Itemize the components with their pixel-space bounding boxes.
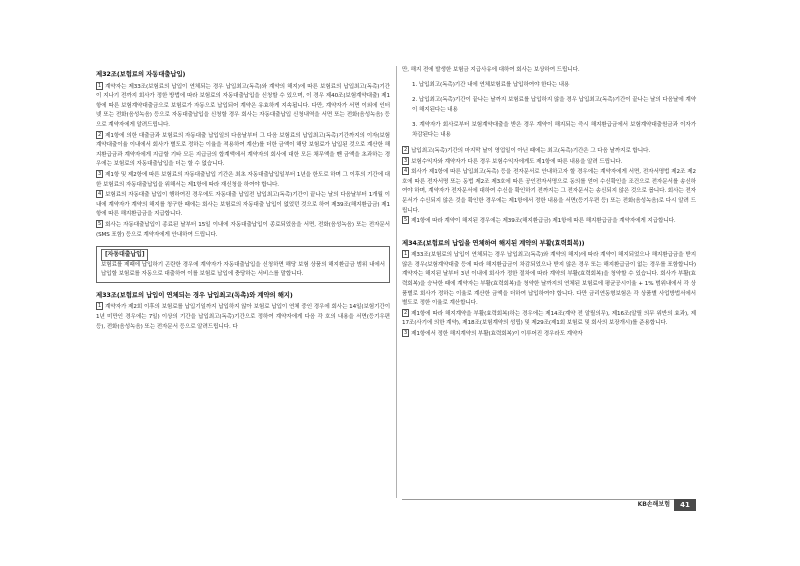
clause-text: 보험수익자와 계약자가 다른 경우 보험수익자에게도 제1항에 따른 내용을 알려 드립니다. bbox=[411, 158, 623, 165]
clause-text: 보험료의 자동대출 납입이 행하여진 경우에도 자동대출 납입전 납입최고(독촉)기간이 끝나는 날의 다음날부터 1개월 이내에 계약자가 계약의 해지를 청구한 때에는 회사는 보험료의 자동대출 납입이 없었던 것으로 하여 제39조(해지환급금) 제1항에 따른 해지환급금을 지급합니다. bbox=[96, 192, 390, 218]
clause-text: 제1항에서 정한 해지계약의 부활(효력회복)이 이루어진 경우라도 계약자 bbox=[411, 331, 583, 338]
article-32-clause-3 bbox=[96, 170, 390, 190]
clause-number-1: 1 bbox=[98, 303, 102, 310]
article-32-clause-2 bbox=[96, 131, 390, 170]
article-33-heading: 제33조(보험료의 납입이 연체되는 경우 납입최고(독촉)와 계약의 해지) bbox=[96, 290, 293, 299]
list-item-1: 1. 납입최고(독촉)기간 내에 연체보험료를 납입하여야 한다는 내용 bbox=[412, 82, 570, 89]
clause-text: 계약자는 제33조(보험료의 납입이 연체되는 경우 납입최고(독촉)와 계약의 해지)에 따른 보험료의 납입최고(독촉)기간이 지나기 전까지 회사가 정한 방법에 따라 보험료의 자동대출납입을 신청할 수 있으며, 이 경우 제40조(보험계약대출) 제1항에 따른 보험계약대출금으로 보험료가 자동으로 납입되어 계약은 유효하게 지속됩니다. 다만, 계약자가 서면 이외에 인터넷 또는 전화(음성녹음) 등으로 자동대출납입을 신청할 경우 회사는 자동대출납입 신청내역을 서면 또는 전화(음성녹음) 등으로 계약자에게 알려드립니다. bbox=[96, 83, 390, 128]
clause-text: 제1항 및 제2항에 따른 보험료의 자동대출납입 기간은 최초 자동대출납입일부터 1년을 한도로 하며 그 이후의 기간에 대한 보험료의 자동대출납입을 위해서는 제1항에 따라 재신청을 하여야 합니다. bbox=[96, 171, 390, 188]
clause-number-2: 2 bbox=[98, 131, 102, 138]
clause-text: 납입최고(독촉)기간의 마지막 날이 영업일이 아닌 때에는 최고(독촉)기간은 그 다음 날까지로 합니다. bbox=[411, 147, 651, 154]
clause-number-3: 3 bbox=[404, 330, 408, 337]
brand-label: KB손해보험 bbox=[637, 501, 670, 508]
definition-box-text: 보험료를 제때에 납입하기 곤란한 경우에 계약자가 자동대출납입을 신청하면 해당 보험 상품의 해지환급금 범위 내에서 납입할 보험료를 자동으로 대출하여 이를 보험료 납입에 충당하는 서비스를 말합니다. bbox=[101, 261, 385, 278]
article-33-clause-5 bbox=[402, 216, 696, 227]
clause-number-2: 2 bbox=[404, 309, 408, 316]
clause-text: 제33조(보험료의 납입이 연체되는 경우 납입최고(독촉)와 계약의 해지)에 따라 계약이 해지되었으나 해지환급금을 받지 않은 경우(보험계약대출 등에 따라 해지환급금이 차감되었으나 받지 않은 경우 또는 해지환급금이 없는 경우를 포함합니다) 계약자는 해지된 날부터 3년 이내에 회사가 정한 절차에 따라 계약의 부활(효력회복)을 청약할 수 있습니다. 회사가 부활(효력회복)을 승낙한 때에 계약자는 부활(효력회복)을 청약한 날까지의 연체된 보험료에 평균공시이율 + 1% 범위내에서 각 상품별로 회사가 정하는 이율로 계산한 금액을 더하여 납입하여야 합니다. 다만 금리연동형보험은 각 상품별 사업방법서에서 별도로 정한 이율로 계산합니다. bbox=[402, 252, 696, 307]
column-divider bbox=[396, 66, 397, 498]
clause-text: 회사가 제1항에 따른 납입최고(독촉) 등을 전자문서로 안내하고자 할 경우에는 계약자에게 서면, 전자서명법 제2조 제2호에 따른 전자서명 또는 동법 제2조 제3호에 따른 공인전자서명으로 동의를 얻어 수신확인을 조건으로 전자문서를 송신하여야 하며, 계약자가 전자문서에 대하여 수신을 확인하기 전까지는 그 전자문서는 송신되지 않은 것으로 봅니다. 회사는 전자문서가 수신되지 않은 것을 확인한 경우에는 제1항에서 정한 내용을 서면(등기우편 등) 또는 전화(음성녹음)로 다시 알려 드립니다. bbox=[402, 169, 696, 214]
section-spacer bbox=[402, 227, 696, 235]
article-34-clause-2 bbox=[402, 309, 696, 329]
article-34-heading: 제34조(보험료의 납입을 연체하여 해지된 계약의 부활(효력회복)) bbox=[402, 238, 585, 247]
clause-number-5: 5 bbox=[404, 217, 408, 224]
clause-number-1: 1 bbox=[98, 82, 102, 89]
clause-number-2: 2 bbox=[404, 146, 408, 153]
clause-text: 회사는 자동대출납입이 종료된 날부터 15일 이내에 자동대출납입이 종료되었음을 서면, 전화(음성녹음) 또는 전자문서(SMS 포함) 등으로 계약자에게 안내하여 드립니다. bbox=[96, 221, 390, 238]
clause-number-4: 4 bbox=[98, 191, 102, 198]
document-page bbox=[96, 66, 696, 500]
left-column bbox=[96, 66, 390, 332]
clause-number-3: 3 bbox=[404, 157, 408, 164]
clause-text: 제1항에 의한 대출금과 보험료의 자동대출 납입일의 다음날부터 그 다음 보험료의 납입최고(독촉)기간까지의 이자(보험계약대출이율 이내에서 회사가 별도로 정하는 이율을 적용하여 계산)를 더한 금액이 해당 보험료가 납입된 것으로 계산한 해지환급금과 계약자에게 지급할 기타 모든 지급금의 합계액에서 계약자의 회사에 대한 모든 채무액을 뺀 금액을 초과하는 경우에는 보험료의 자동대출납입을 더는 할 수 없습니다. bbox=[96, 132, 390, 168]
article-34-clause-3 bbox=[402, 329, 696, 340]
article-33-clause-4 bbox=[402, 167, 696, 216]
clause-text: 제1항에 따라 계약이 해지된 경우에는 제39조(해지환급금) 제1항에 따른 해지환급금을 계약자에게 지급합니다. bbox=[411, 218, 676, 225]
definition-box-title: [자동대출납입] bbox=[101, 249, 148, 261]
clause-text: 계약자가 제2회 이후의 보험료를 납입기일까지 납입하지 않아 보험료 납입이 연체 중인 경우에 회사는 14일(보험기간이 1년 미만인 경우에는 7일) 이상의 기간을 납입최고(독촉)기간으로 정하여 계약자에게 다음 각 호의 내용을 서면(등기우편 등), 전화(음성녹음) 또는 전자문서 등으로 알려드립니다. 다 bbox=[96, 304, 390, 330]
article-34-clause-1 bbox=[402, 250, 696, 309]
article-32-clause-1 bbox=[96, 82, 390, 131]
article-32-clause-4 bbox=[96, 190, 390, 220]
right-column bbox=[402, 66, 696, 340]
article-33-clause-1 bbox=[96, 302, 390, 332]
clause-text: 제1항에 따라 해지계약을 부활(효력회복)하는 경우에는 제14조(계약 전 알릴의무), 제16조(알릴 의무 위반의 효과), 제17조(사기에 의한 계약), 제18조(보험계약의 성립) 및 제29조(제1회 보험료 및 회사의 보장개시)를 준용합니다. bbox=[402, 310, 696, 327]
definition-box bbox=[96, 246, 390, 283]
page-number: 41 bbox=[674, 499, 696, 511]
clause-number-5: 5 bbox=[98, 220, 102, 227]
clause-number-3: 3 bbox=[98, 170, 102, 177]
page-footer bbox=[96, 499, 696, 511]
clause-number-1: 1 bbox=[404, 251, 408, 258]
article-32-heading: 제32조(보험료의 자동대출납입) bbox=[96, 70, 186, 78]
clause-number-4: 4 bbox=[404, 168, 408, 175]
article-33-clause-3 bbox=[402, 157, 696, 168]
list-item-2: 2. 납입최고(독촉)기간이 끝나는 날까지 보험료를 납입하지 않을 경우 납입최고(독촉)기간이 끝나는 날의 다음날에 계약이 해지된다는 내용 bbox=[412, 97, 696, 113]
article-32-clause-5 bbox=[96, 220, 390, 240]
list-item-3: 3. 계약자가 회사로부터 보험계약대출을 받은 경우 계약이 해지되는 즉시 해지환급금에서 보험계약대출원금과 이자가 차감된다는 내용 bbox=[412, 122, 696, 138]
article-33-continuation: 만, 해지 전에 발생한 보험금 지급사유에 대하여 회사는 보상하여 드립니다. bbox=[402, 67, 580, 73]
article-33-clause-2 bbox=[402, 146, 696, 157]
